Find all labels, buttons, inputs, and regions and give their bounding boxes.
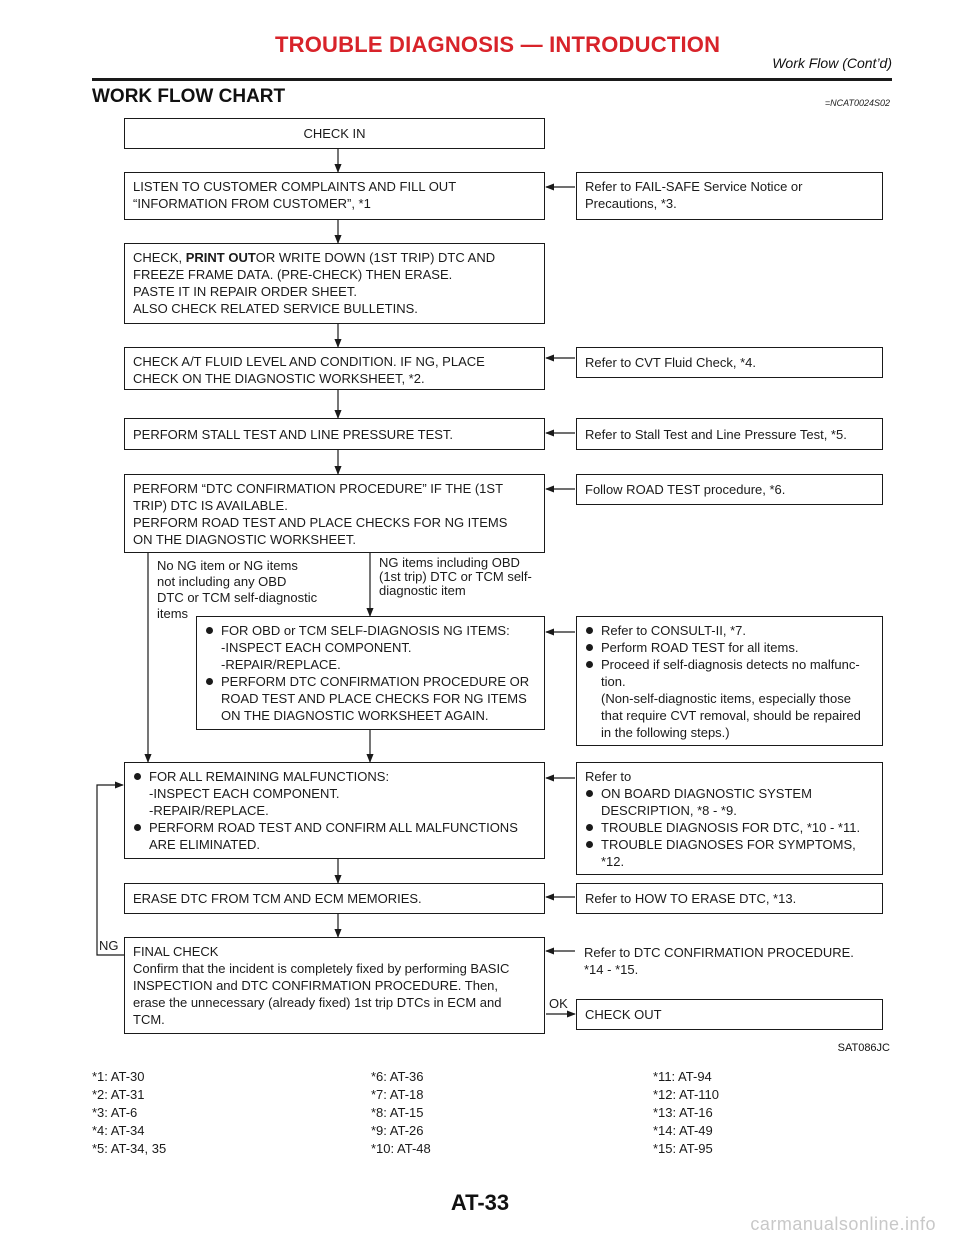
consult-bullet-1: Refer to CONSULT-II, *7. [585,622,874,639]
dtc-line-4: ON THE DIAGNOSTIC WORKSHEET. [133,532,356,547]
footnote: *15: AT-95 [653,1141,713,1156]
footnote: *2: AT-31 [92,1087,145,1102]
footnote: *8: AT-15 [371,1105,424,1120]
footnote: *4: AT-34 [92,1123,145,1138]
final-line-4: erase the unnecessary (already fixed) 1st trip DTCs in ECM and [133,995,502,1010]
remaining-sub-2: -REPAIR/REPLACE. [149,803,269,818]
referto-bullet-3-cont: *12. [601,854,625,869]
final-line-3: INSPECTION and DTC CONFIRMATION PROCEDURE. Then, [133,978,499,993]
remaining-malfunctions-box [124,762,545,859]
ng-line-2: (1st trip) DTC or TCM self- [379,569,532,584]
road-ref-label: Follow ROAD TEST procedure, *6. [585,482,786,497]
consult-ref-box [576,616,883,746]
section-code: =NCAT0024S02 [824,98,890,108]
stall-ref-label: Refer to Stall Test and Line Pressure Test, *5. [585,427,847,442]
consult-bullet-3-cont: tion. [601,674,626,689]
footnotes-col-2 [371,1068,431,1158]
fluid-ref-label: Refer to CVT Fluid Check, *4. [585,355,756,370]
footnotes-col-1 [92,1068,166,1158]
obd-bullet-1: FOR OBD or TCM SELF-DIAGNOSIS NG ITEMS: [205,622,536,639]
footnote: *13: AT-16 [653,1105,713,1120]
ok-label: OK [549,996,568,1011]
stall-ref-box [576,418,883,450]
final-ref-line-2: *14 - *15. [584,962,639,977]
final-line-2: Confirm that the incident is completely fixed by performing BASIC [133,961,510,976]
footnote: *14: AT-49 [653,1123,713,1138]
dtc-line-1: PERFORM “DTC CONFIRMATION PROCEDURE” IF THE (1ST [133,481,504,496]
figure-id: SAT086JC [837,1042,890,1054]
footnote: *10: AT-48 [371,1141,431,1156]
remaining-bullet-2: PERFORM ROAD TEST AND CONFIRM ALL MALFUNCTIONS [133,819,536,836]
obd-bullet-2: PERFORM DTC CONFIRMATION PROCEDURE OR [205,673,536,690]
dtc-procedure-box [124,474,545,553]
footnote: *6: AT-36 [371,1069,424,1084]
footnote: *9: AT-26 [371,1123,424,1138]
consult-bullet-3: Proceed if self-diagnosis detects no malfunc- [585,656,874,673]
remaining-bullet-2-cont: ARE ELIMINATED. [149,837,261,852]
print-line-3: PASTE IT IN REPAIR ORDER SHEET. [133,284,357,299]
print-line-1 [133,249,536,266]
failsafe-line-1: Refer to FAIL-SAFE Service Notice or [585,179,803,194]
remaining-bullet-1: FOR ALL REMAINING MALFUNCTIONS: [133,768,536,785]
footnote: *1: AT-30 [92,1069,145,1084]
watermark: carmanualsonline.info [750,1214,936,1234]
final-check-box [124,937,545,1034]
print-prefix: CHECK, [133,250,186,265]
erase-label: ERASE DTC FROM TCM AND ECM MEMORIES. [133,891,422,906]
final-line-1: FINAL CHECK [133,944,219,959]
footnotes-col-3 [653,1068,719,1158]
listen-line-2: “INFORMATION FROM CUSTOMER”, *1 [133,196,371,211]
check-in-label: CHECK IN [303,126,366,141]
final-ref-line-1: Refer to DTC CONFIRMATION PROCEDURE. [584,945,854,960]
final-line-5: TCM. [133,1012,165,1027]
check-out-label: CHECK OUT [585,1007,662,1022]
referto-bullet-1: ON BOARD DIAGNOSTIC SYSTEM [585,785,874,802]
consult-note-1: (Non-self-diagnostic items, especially those [601,691,851,706]
diagnosis-ref-box [576,762,883,875]
no-ng-line-1: No NG item or NG items [157,558,298,573]
no-ng-branch-label [157,558,317,622]
print-out-box [124,243,545,324]
dtc-line-2: TRIP) DTC IS AVAILABLE. [133,498,288,513]
dtc-line-3: PERFORM ROAD TEST AND PLACE CHECKS FOR NG ITEMS [133,515,508,530]
check-out-box [576,999,883,1030]
erase-dtc-box [124,883,545,914]
consult-bullet-2: Perform ROAD TEST for all items. [585,639,874,656]
print-line-4: ALSO CHECK RELATED SERVICE BULLETINS. [133,301,418,316]
remaining-sub-1: -INSPECT EACH COMPONENT. [149,786,340,801]
ng-line-3: diagnostic item [379,583,466,598]
listen-box [124,172,545,220]
footnote: *12: AT-110 [653,1087,720,1102]
final-ref [584,944,854,978]
footnote: *5: AT-34, 35 [92,1141,167,1156]
referto-head: Refer to [585,769,632,784]
footnote: *3: AT-6 [92,1105,138,1120]
consult-note-2: that require CVT removal, should be repaired [601,708,861,723]
page-header-subtitle: Work Flow (Cont’d) [772,55,892,71]
fluid-ref-box [576,347,883,378]
road-test-ref-box [576,474,883,505]
check-in-box [124,118,545,149]
stall-label: PERFORM STALL TEST AND LINE PRESSURE TEST. [133,427,454,442]
erase-ref-box [576,883,883,914]
ng-line-1: NG items including OBD [379,555,520,570]
failsafe-ref-box [576,172,883,220]
obd-bullet-2-cont-1: ROAD TEST AND PLACE CHECKS FOR NG ITEMS [221,691,527,706]
obd-sub-2: -REPAIR/REPLACE. [221,657,341,672]
footnote: *11: AT-94 [653,1069,712,1084]
obd-bullet-2-cont-2: ON THE DIAGNOSTIC WORKSHEET AGAIN. [221,708,489,723]
no-ng-line-3: DTC or TCM self-diagnostic [157,590,318,605]
referto-bullet-2: TROUBLE DIAGNOSIS FOR DTC, *10 - *11. [585,819,874,836]
footnote: *7: AT-18 [371,1087,424,1102]
fluid-line-2: CHECK ON THE DIAGNOSTIC WORKSHEET, *2. [133,371,425,386]
fluid-line-1: CHECK A/T FLUID LEVEL AND CONDITION. IF NG, PLACE [133,354,485,369]
section-title: WORK FLOW CHART [92,86,286,107]
no-ng-line-2: not including any OBD [157,574,287,589]
ng-loop-label: NG [99,938,119,953]
no-ng-line-4: items [157,606,189,621]
referto-bullet-1-cont: DESCRIPTION, *8 - *9. [601,803,737,818]
listen-line-1: LISTEN TO CUSTOMER COMPLAINTS AND FILL OUT [133,179,457,194]
consult-note-3: in the following steps.) [601,725,730,740]
print-rest: OR WRITE DOWN (1ST TRIP) DTC AND [255,250,496,265]
print-out-bold: PRINT OUT [185,250,256,265]
ng-branch-label [379,556,532,598]
referto-bullet-3: TROUBLE DIAGNOSES FOR SYMPTOMS, [585,836,874,853]
stall-test-box [124,418,545,450]
obd-sub-1: -INSPECT EACH COMPONENT. [221,640,412,655]
fluid-check-box [124,347,545,390]
page-header-title: TROUBLE DIAGNOSIS — INTRODUCTION [275,32,721,57]
failsafe-line-2: Precautions, *3. [585,196,677,211]
page-number: AT-33 [450,1190,510,1215]
erase-ref-label: Refer to HOW TO ERASE DTC, *13. [585,891,797,906]
obd-ng-items-box [196,616,545,730]
print-line-2: FREEZE FRAME DATA. (PRE-CHECK) THEN ERASE. [133,267,453,282]
